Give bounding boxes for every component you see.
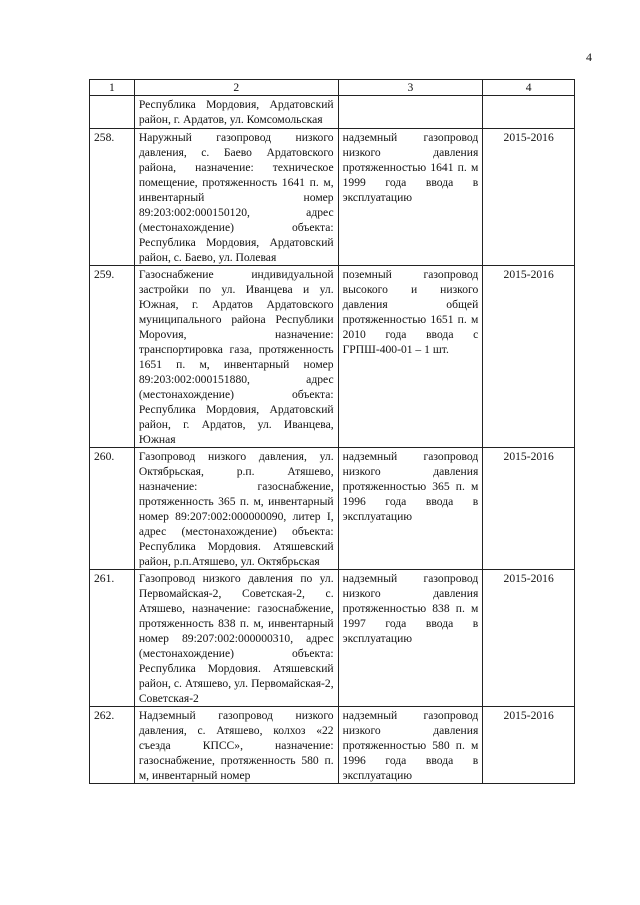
object-characteristics — [338, 96, 483, 129]
object-characteristics: надземный газопровод низкого давления протяженностью 838 п. м 1997 года ввода в эксплуатацию — [338, 570, 483, 707]
property-register-table — [89, 79, 575, 784]
object-description: Наружный газопровод низкого давления, с. Баево Ардатовского района, назначение: техническое помещение, протяженность 1641 п. м, инвентарный номер 89:203:002:000150120, адрес (местонахождение) объекта: Республика Мордовия, Ардатовский район, с. Баево, ул. Полевая — [134, 129, 338, 266]
column-header-3: 3 — [338, 80, 483, 96]
column-header-1: 1 — [90, 80, 135, 96]
table-row — [90, 707, 575, 784]
object-description: Республика Мордовия, Ардатовский район, г. Ардатов, ул. Комсомольская — [134, 96, 338, 129]
table-row — [90, 129, 575, 266]
object-characteristics: надземный газопровод низкого давления протяженностью 1641 п. м 1999 года ввода в эксплуатацию — [338, 129, 483, 266]
row-number: 262. — [90, 707, 135, 784]
object-description: Газопровод низкого давления, ул. Октябрьская, р.п. Атяшево, назначение: газоснабжение, протяженность 365 п. м, инвентарный номер 89:207:002:000000090, литер I, адрес (местонахождение) объекта: Республика Мордовия. Атяшевский район, р.п.Атяшево, ул. Октябрьская — [134, 448, 338, 570]
period: 2015-2016 — [483, 707, 575, 784]
column-header-4: 4 — [483, 80, 575, 96]
column-header-2: 2 — [134, 80, 338, 96]
period: 2015-2016 — [483, 266, 575, 448]
table-row-continuation — [90, 96, 575, 129]
row-number-cell — [90, 96, 135, 129]
object-description: Надземный газопровод низкого давления, с. Атяшево, колхоз «22 съезда КПСС», назначение: газоснабжение, протяженность 580 п. м, инвентарный номер — [134, 707, 338, 784]
row-number: 260. — [90, 448, 135, 570]
row-number: 259. — [90, 266, 135, 448]
header-row — [90, 80, 575, 96]
object-characteristics: надземный газопровод низкого давления протяженностью 580 п. м 1996 года ввода в эксплуатацию — [338, 707, 483, 784]
object-description: Газоснабжение индивидуальной застройки по ул. Иванцева и ул. Южная, г. Ардатов Ардатовского муниципального района Республики Морovия, назначение: транспортировка газа, протяженность 1651 п. м, инвентарный номер 89:203:002:000151880, адрес (местонахождение) объекта: Республика Мордовия, Ардатовский район, г. Ардатов, ул. Иванцева, Южная — [134, 266, 338, 448]
object-characteristics: надземный газопровод низкого давления протяженностью 365 п. м 1996 года ввода в эксплуатацию — [338, 448, 483, 570]
period-cell — [483, 96, 575, 129]
page-number: 4 — [586, 50, 592, 64]
object-characteristics: поземный газопровод высокого и низкого давления общей протяженностью 1651 п. м 2010 года ввода с ГРПШ-400-01 – 1 шт. — [338, 266, 483, 448]
table-row — [90, 266, 575, 448]
table-row — [90, 448, 575, 570]
row-number: 258. — [90, 129, 135, 266]
object-description: Газопровод низкого давления по ул. Первомайская-2, Советская-2, с. Атяшево, назначение: газоснабжение, протяженность 838 п. м, инвентарный номер 89:207:002:000000310, адрес (местонахождение) объекта: Республика Мордовия. Атяшевский район, с. Атяшево, ул. Первомайская-2, Советская-2 — [134, 570, 338, 707]
period: 2015-2016 — [483, 448, 575, 570]
period: 2015-2016 — [483, 570, 575, 707]
row-number: 261. — [90, 570, 135, 707]
table-row — [90, 570, 575, 707]
period: 2015-2016 — [483, 129, 575, 266]
